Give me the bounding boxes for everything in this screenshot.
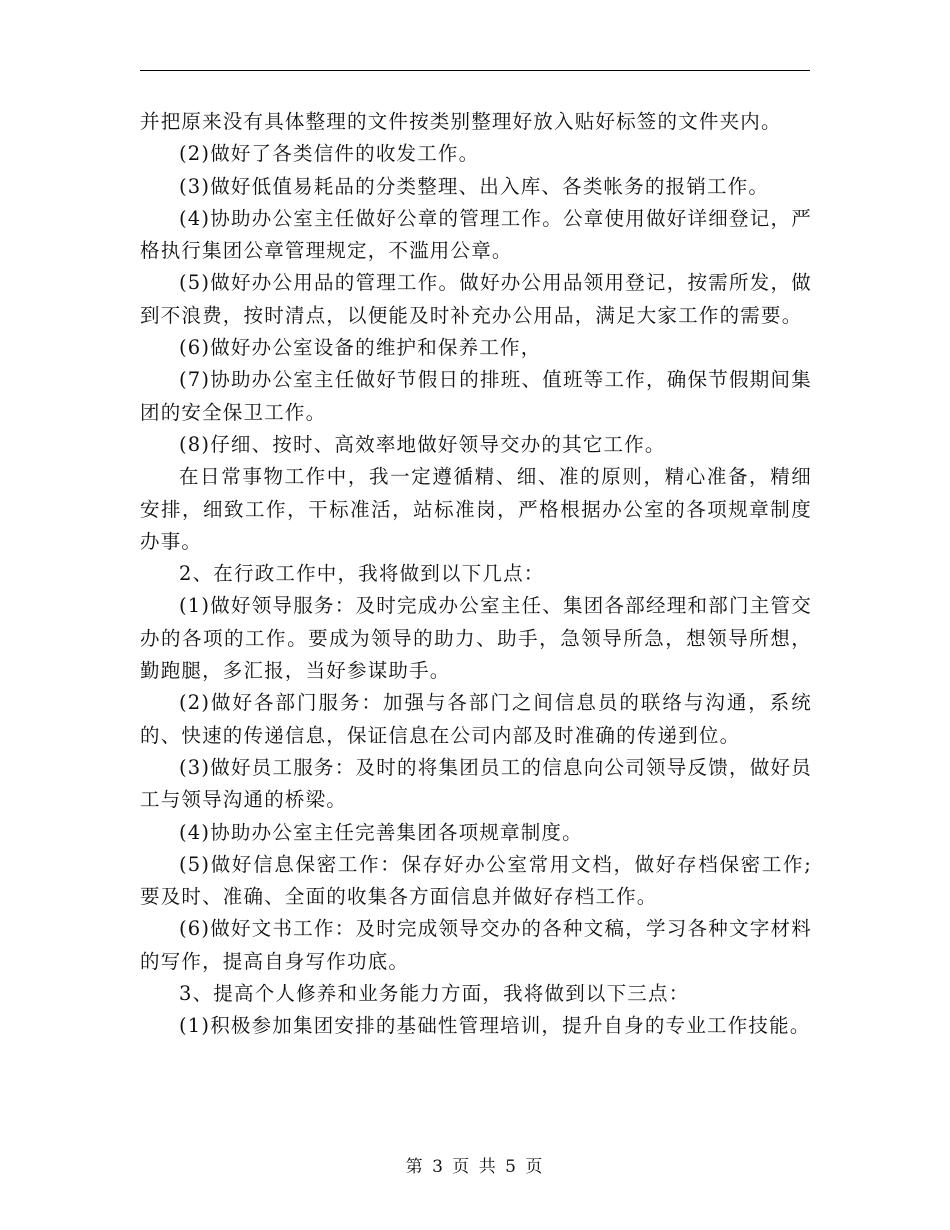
paragraph: (5)做好办公用品的管理工作。做好办公用品领用登记，按需所发，做到不浪费，按时清点，以便能及时补充办公用品，满足大家工作的需要。 bbox=[140, 271, 812, 327]
paragraph: (7)协助办公室主任做好节假日的排班、值班等工作，确保节假期间集团的安全保卫工作。 bbox=[140, 368, 812, 424]
paragraph: 并把原来没有具体整理的文件按类别整理好放入贴好标签的文件夹内。 bbox=[140, 110, 782, 133]
paragraph: (3)做好低值易耗品的分类整理、出入库、各类帐务的报销工作。 bbox=[179, 174, 770, 198]
paragraph: (1)积极参加集团安排的基础性管理培训，提升自身的专业工作技能。 bbox=[179, 1014, 811, 1038]
paragraph: (4)协助办公室主任完善集团各项规章制度。 bbox=[179, 820, 583, 844]
paragraph: (6)做好文书工作：及时完成领导交办的各种文稿，学习各种文字材料的写作，提高自身写作功底。 bbox=[140, 917, 812, 973]
paragraph: 在日常事物工作中，我一定遵循精、细、准的原则，精心准备，精细安排，细致工作，干标准活，站标准岗，严格根据办公室的各项规章制度办事。 bbox=[140, 465, 812, 553]
paragraph: (5)做好信息保密工作：保存好办公室常用文档，做好存档保密工作;要及时、准确、全面的收集各方面信息并做好存档工作。 bbox=[140, 852, 812, 909]
paragraph: (4)协助办公室主任做好公章的管理工作。公章使用做好详细登记，严格执行集团公章管理规定，不滥用公章。 bbox=[140, 206, 812, 263]
paragraph: (3)做好员工服务：及时的将集团员工的信息向公司领导反馈，做好员工与领导沟通的桥梁。 bbox=[140, 755, 812, 812]
paragraph: 3、提高个人修养和业务能力方面，我将做到以下三点： bbox=[179, 982, 690, 1006]
paragraph: (8)仔细、按时、高效率地做好领导交办的其它工作。 bbox=[179, 432, 666, 456]
paragraph: (1)做好领导服务：及时完成办公室主任、集团各部经理和部门主管交办的各项的工作。要成为领导的助力、助手，急领导所急，想领导所想，勤跑腿，多汇报，当好参谋助手。 bbox=[140, 594, 812, 683]
page-number-footer: 第 3 页 共 5 页 bbox=[405, 1157, 545, 1177]
paragraph: (2)做好各部门服务：加强与各部门之间信息员的联络与沟通，系统的、快速的传递信息，保证信息在公司内部及时准确的传递到位。 bbox=[140, 691, 812, 747]
paragraph: (6)做好办公室设备的维护和保养工作， bbox=[179, 336, 542, 360]
paragraph: (2)做好了各类信件的收发工作。 bbox=[179, 142, 480, 166]
header-rule bbox=[140, 70, 810, 71]
document-body bbox=[140, 106, 812, 1043]
paragraph: 2、在行政工作中，我将做到以下几点： bbox=[179, 562, 545, 586]
